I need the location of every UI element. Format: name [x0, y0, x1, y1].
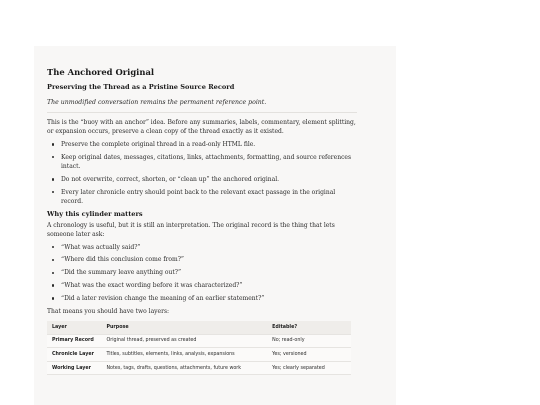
bullet-icon: [52, 284, 54, 286]
table-header-row: [47, 321, 351, 334]
list-item-text: Preserve the complete original thread in a read-only HTML file.: [61, 140, 256, 148]
list-item-text: Every later chronicle entry should point back to the relevant exact passage in the original record.: [61, 188, 336, 206]
table-cell: Primary Record: [47, 334, 101, 348]
table-cell: Titles, subtitles, elements, links, analysis, expansions: [101, 348, 267, 362]
list-item: [47, 188, 357, 207]
bullet-icon: [52, 297, 54, 299]
table-cell: Original thread, preserved as created: [101, 334, 267, 348]
column-header-purpose: Purpose: [101, 321, 267, 334]
table-cell: Yes; versioned: [267, 348, 351, 362]
list-item: [47, 294, 357, 303]
questions-list: [47, 243, 357, 304]
table-cell: Notes, tags, drafts, questions, attachments, future work: [101, 361, 267, 375]
section-paragraph: A chronology is useful, but it is still an interpretation. The original record is the thing that lets someone later ask:: [47, 221, 335, 239]
list-item: [47, 243, 357, 252]
bullet-icon: [52, 143, 54, 145]
layers-intro: That means you should have two layers:: [47, 307, 170, 315]
bullet-icon: [52, 272, 54, 274]
list-item-text: “What was the exact wording before it was characterized?”: [61, 282, 243, 290]
layers-table: [47, 321, 351, 375]
list-item-text: “What was actually said?”: [61, 243, 141, 251]
bullet-icon: [52, 246, 54, 248]
list-item: [47, 281, 357, 290]
list-item-text: “Did the summary leave anything out?”: [61, 269, 182, 277]
table-row: [47, 334, 351, 348]
document-subtitle: Preserving the Thread as a Pristine Source Record: [47, 83, 235, 91]
section-heading: Why this cylinder matters: [47, 209, 143, 218]
list-item-text: Do not overwrite, correct, shorten, or “clean up” the anchored original.: [61, 175, 280, 183]
list-item: [47, 268, 357, 277]
list-item-text: Keep original dates, messages, citations, links, attachments, formatting, and source references intact.: [61, 153, 352, 171]
list-item: [47, 175, 357, 184]
column-header-layer: Layer: [47, 321, 101, 334]
divider: [47, 112, 357, 113]
table-cell: Yes; clearly separated: [267, 361, 351, 375]
bullet-icon: [52, 191, 54, 193]
preservation-list: [47, 140, 357, 207]
table-cell: Chronicle Layer: [47, 348, 101, 362]
table-cell: Working Layer: [47, 361, 101, 375]
column-header-editable: Editable?: [267, 321, 351, 334]
list-item: [47, 140, 357, 149]
table-row: [47, 348, 351, 362]
list-item-text: “Did a later revision change the meaning of an earlier statement?”: [61, 294, 265, 302]
document-title: The Anchored Original: [47, 67, 155, 77]
bullet-icon: [52, 156, 54, 158]
list-item: [47, 255, 357, 264]
intro-paragraph: This is the “buoy with an anchor” idea. Before any summaries, labels, commentary, element splitting, or expansion occurs, preserve a clean copy of the thread exactly as it existed.: [47, 119, 356, 136]
list-item: [47, 153, 357, 172]
table-row: [47, 361, 351, 375]
table-cell: No; read-only: [267, 334, 351, 348]
bullet-icon: [52, 178, 54, 180]
document-content: [47, 67, 357, 375]
document-lede: The unmodified conversation remains the permanent reference point.: [47, 99, 267, 106]
bullet-icon: [52, 259, 54, 261]
document-page: [34, 46, 396, 405]
list-item-text: “Where did this conclusion come from?”: [61, 256, 184, 264]
